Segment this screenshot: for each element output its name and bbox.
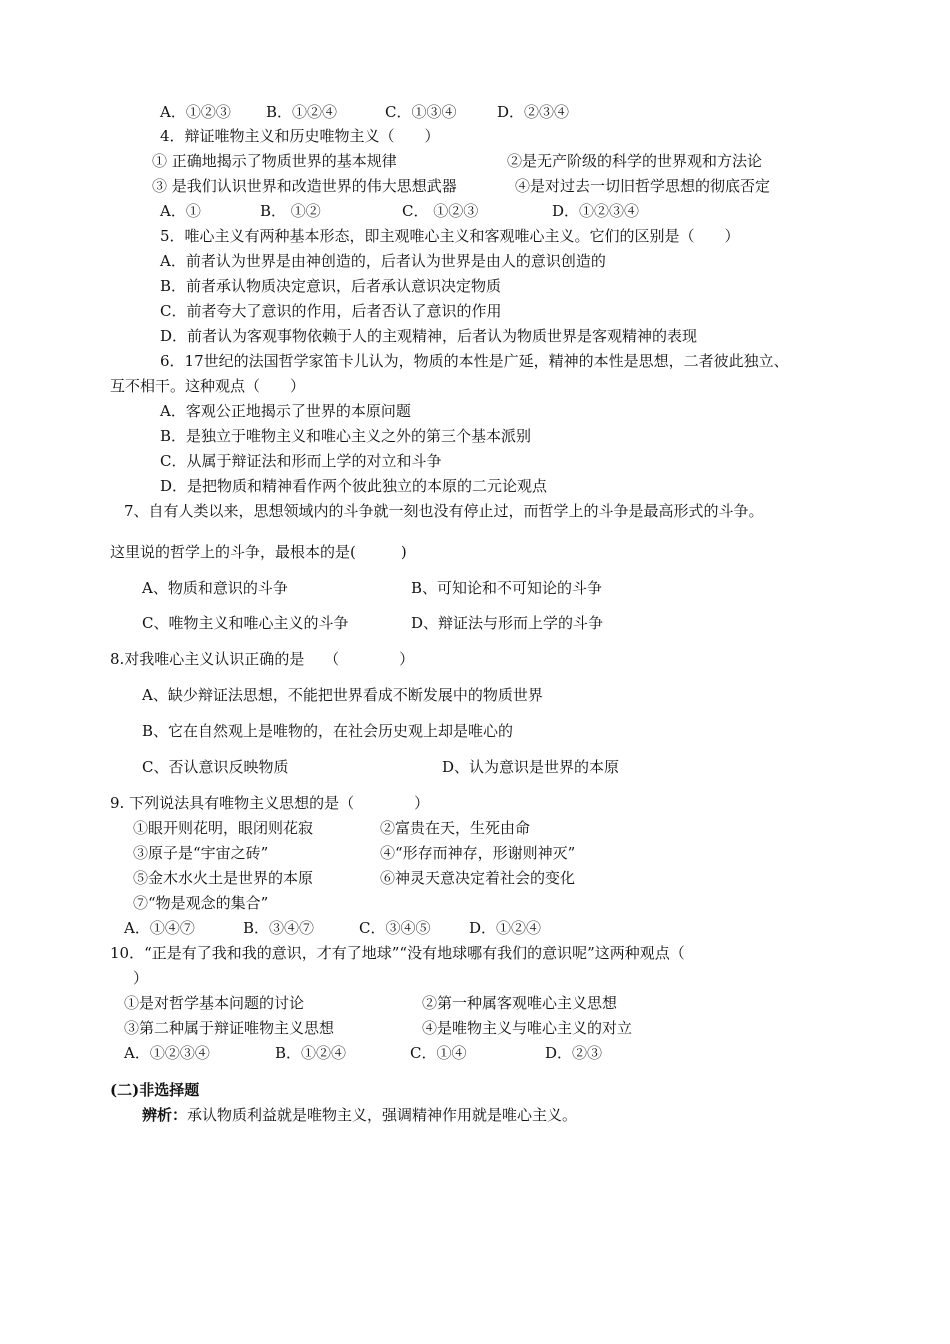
q8-option-a: A、缺少辩证法思想，不能把世界看成不断发展中的物质世界 bbox=[142, 686, 543, 704]
q10-option-d: D．②③ bbox=[545, 1044, 603, 1062]
analysis-label: 辨析： bbox=[142, 1106, 188, 1124]
q10-item-1: ①是对哲学基本问题的讨论 bbox=[124, 994, 305, 1012]
analysis-text: 承认物质利益就是唯物主义，强调精神作用就是唯心主义。 bbox=[187, 1106, 578, 1124]
q5-option-a: A．前者认为世界是由神创造的，后者认为世界是由人的意识创造的 bbox=[160, 252, 606, 270]
q7-option-b: B、可知论和不可知论的斗争 bbox=[411, 579, 603, 597]
q6-stem-line1: 6．17世纪的法国哲学家笛卡儿认为，物质的本性是广延，精神的本性是思想，二者彼此独立、 bbox=[160, 352, 789, 370]
q4-stem: 4．辩证唯物主义和历史唯物主义（ ） bbox=[160, 127, 440, 145]
q3-option-c: C．①③④ bbox=[385, 103, 457, 121]
q4-item-4: ④是对过去一切旧哲学思想的彻底否定 bbox=[515, 177, 771, 195]
q7-option-d: D、辩证法与形而上学的斗争 bbox=[411, 614, 604, 632]
q10-option-a: A．①②③④ bbox=[124, 1044, 210, 1062]
q9-item-1: ①眼开则花明，眼闭则花寂 bbox=[133, 819, 314, 837]
q7-option-c: C、唯物主义和唯心主义的斗争 bbox=[142, 614, 349, 632]
q4-item-1: ① 正确地揭示了物质世界的基本规律 bbox=[152, 152, 397, 170]
q6-option-b: B．是独立于唯物主义和唯心主义之外的第三个基本派别 bbox=[160, 427, 532, 445]
q7-stem-line2: 这里说的哲学上的斗争，最根本的是( ) bbox=[110, 543, 407, 561]
q6-option-d: D．是把物质和精神看作两个彼此独立的本原的二元论观点 bbox=[160, 477, 548, 495]
q9-option-b: B．③④⑦ bbox=[243, 919, 315, 937]
q3-option-a: A．①②③ bbox=[160, 103, 231, 121]
q10-item-2: ②第一种属客观唯心主义思想 bbox=[422, 994, 618, 1012]
q4-option-d: D．①②③④ bbox=[552, 202, 640, 220]
q4-item-2: ②是无产阶级的科学的世界观和方法论 bbox=[507, 152, 763, 170]
q9-option-c: C．③④⑤ bbox=[359, 919, 431, 937]
q6-option-c: C．从属于辩证法和形而上学的对立和斗争 bbox=[160, 452, 442, 470]
q9-option-d: D．①②④ bbox=[469, 919, 542, 937]
q7-option-a: A、物质和意识的斗争 bbox=[142, 579, 288, 597]
q10-stem-line1: 10．“正是有了我和我的意识，才有了地球”“没有地球哪有我们的意识呢”这两种观点（ bbox=[110, 944, 685, 962]
q8-option-c: C、否认意识反映物质 bbox=[142, 758, 289, 776]
q10-item-3: ③第二种属于辩证唯物主义思想 bbox=[124, 1019, 335, 1037]
q8-stem: 8.对我唯心主义认识正确的是 （ ） bbox=[110, 650, 415, 668]
q9-item-3: ③原子是“宇宙之砖” bbox=[133, 844, 269, 862]
q7-stem-line1: 7、自有人类以来，思想领域内的斗争就一刻也没有停止过，而哲学上的斗争是最高形式的斗争。 bbox=[124, 502, 764, 520]
q9-item-4: ④“形存而神存，形谢则神灭” bbox=[380, 844, 576, 862]
analysis-question bbox=[142, 1105, 577, 1125]
q9-item-6: ⑥神灵天意决定着社会的变化 bbox=[380, 869, 576, 887]
section-heading: (二)非选择题 bbox=[110, 1081, 200, 1099]
q9-item-5: ⑤金木水火土是世界的本原 bbox=[133, 869, 314, 887]
q9-option-a: A．①④⑦ bbox=[124, 919, 195, 937]
q4-option-c: C． ①②③ bbox=[402, 202, 479, 220]
q5-option-b: B．前者承认物质决定意识，后者承认意识决定物质 bbox=[160, 277, 502, 295]
q8-option-d: D、认为意识是世界的本原 bbox=[442, 758, 620, 776]
q10-option-b: B．①②④ bbox=[275, 1044, 347, 1062]
q4-option-a: A．① bbox=[160, 202, 201, 220]
q6-stem-line2: 互不相干。这种观点（ ） bbox=[110, 377, 306, 395]
q9-stem: 9. 下列说法具有唯物主义思想的是（ ） bbox=[110, 794, 430, 812]
q10-item-4: ④是唯物主义与唯心主义的对立 bbox=[422, 1019, 633, 1037]
q3-option-d: D．②③④ bbox=[497, 103, 570, 121]
q10-stem-line2: ） bbox=[133, 969, 149, 987]
q6-option-a: A．客观公正地揭示了世界的本原问题 bbox=[160, 402, 411, 420]
q4-item-3: ③ 是我们认识世界和改造世界的伟大思想武器 bbox=[152, 177, 457, 195]
q5-stem: 5．唯心主义有两种基本形态，即主观唯心主义和客观唯心主义。它们的区别是（ ） bbox=[160, 227, 740, 245]
q9-item-2: ②富贵在天，生死由命 bbox=[380, 819, 531, 837]
q9-item-7: ⑦“物是观念的集合” bbox=[133, 894, 269, 912]
q10-option-c: C．①④ bbox=[410, 1044, 467, 1062]
q3-option-b: B．①②④ bbox=[266, 103, 338, 121]
q5-option-c: C．前者夸大了意识的作用，后者否认了意识的作用 bbox=[160, 302, 502, 320]
q5-option-d: D．前者认为客观事物依赖于人的主观精神，后者认为物质世界是客观精神的表现 bbox=[160, 327, 698, 345]
q4-option-b: B． ①② bbox=[260, 202, 321, 220]
q8-option-b: B、它在自然观上是唯物的，在社会历史观上却是唯心的 bbox=[142, 722, 514, 740]
